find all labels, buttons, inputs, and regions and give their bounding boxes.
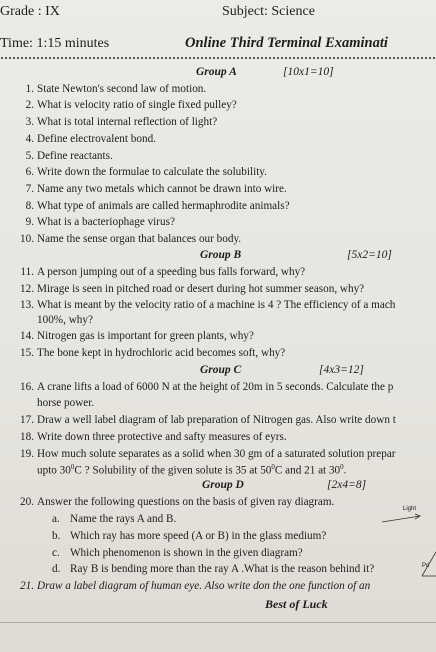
question-number: 6. (25, 166, 34, 178)
q19-part-a: upto 30 (37, 464, 71, 477)
question-12 (0, 283, 364, 296)
group-d-marks: [2x4=8] (327, 479, 367, 491)
question-14 (0, 330, 254, 343)
question-number: 10. (20, 233, 34, 245)
question-17 (0, 414, 396, 427)
question-number: 12. (20, 283, 34, 295)
subquestion-text: Ray B is bending more than the ray A .What is the reason behind it? (70, 563, 375, 575)
question-11 (0, 266, 305, 279)
subquestion-text: Name the rays A and B. (70, 513, 177, 525)
question-text: Draw a label diagram of human eye. Also write don the one function of an (37, 580, 371, 592)
question-number: 13. (20, 299, 34, 311)
subject-label: Subject: Science (222, 4, 315, 19)
question-3 (0, 116, 217, 129)
subquestion-d (52, 563, 374, 575)
group-b-marks: [5x2=10] (347, 249, 392, 261)
light-label: Light (403, 506, 417, 512)
question-7 (0, 183, 287, 196)
light-ray-arrow (380, 510, 436, 526)
question-number: 20. (20, 496, 34, 508)
question-number: 17. (20, 414, 34, 426)
question-13 (0, 299, 395, 312)
question-text: State Newton's second law of motion. (37, 83, 207, 95)
grade-label: Grade : IX (0, 4, 60, 19)
question-number: 3. (25, 116, 34, 128)
group-a-marks: [10x1=10] (283, 66, 334, 78)
question-8 (0, 200, 290, 213)
subquestion-text: Which ray has more speed (A or B) in the glass medium? (70, 530, 327, 542)
question-text: How much solute separates as a solid when 30 gm of a saturated solution prepar (37, 448, 396, 460)
question-number: 15. (20, 347, 34, 359)
question-9 (0, 216, 175, 229)
question-number: 21. (20, 580, 34, 592)
question-16-continuation: horse power. (37, 397, 95, 409)
degree-sup: 0 (271, 463, 275, 471)
question-15 (0, 347, 285, 360)
question-1 (0, 83, 206, 96)
degree-sup: 0 (70, 463, 75, 471)
question-text: The bone kept in hydrochloric acid becomes soft, why? (37, 347, 286, 359)
question-text: What is meant by the velocity ratio of a machine is 4 ? The efficiency of a mach (37, 299, 396, 311)
subquestion-number: d. (52, 563, 61, 575)
question-text: What is total internal reflection of light? (37, 116, 218, 128)
question-18 (0, 431, 287, 444)
question-number: 1. (25, 83, 34, 95)
bottom-edge-line (0, 622, 436, 623)
question-number: 5. (25, 150, 34, 162)
exam-title: Online Third Terminal Examinati (185, 35, 388, 51)
subquestion-text: Which phenomenon is shown in the given diagram? (70, 547, 303, 559)
question-number: 16. (20, 381, 34, 393)
question-text: What is a bacteriophage virus? (37, 216, 175, 228)
question-16 (0, 381, 393, 394)
question-19-continuation (37, 463, 346, 477)
question-text: Name the sense organ that balances our body. (37, 233, 242, 245)
degree-sup: 0 (340, 463, 344, 471)
question-2 (0, 99, 237, 112)
question-number: 11. (20, 266, 34, 278)
group-c-title: Group C (200, 364, 242, 376)
question-10 (0, 233, 241, 246)
subquestion-c (52, 547, 303, 559)
subquestion-number: c. (52, 547, 60, 559)
question-number: 9. (25, 216, 34, 228)
footer-best-of-luck: Best of Luck (265, 597, 328, 611)
question-text: Mirage is seen in pitched road or desert during hot summer season, why? (37, 283, 365, 295)
question-13-continuation: 100%, why? (37, 314, 93, 326)
question-number: 2. (25, 99, 34, 111)
subquestion-a (52, 513, 176, 525)
q19-part-c: C and 21 at 30 (274, 464, 341, 477)
question-5 (0, 150, 113, 163)
question-text: Answer the following questions on the basis of given ray diagram. (37, 496, 335, 508)
q19-part-b: C ? Solubility of the given solute is 35 at 50 (74, 464, 272, 477)
question-text: Define electrovalent bond. (37, 133, 156, 145)
group-a-title: Group A (196, 66, 237, 78)
question-text: Draw a well label diagram of lab preparation of Nitrogen gas. Also write down t (37, 414, 396, 426)
dotted-divider (0, 57, 436, 59)
question-text: Write down three protective and safty measures of eyrs. (37, 431, 287, 443)
subquestion-b (52, 530, 326, 542)
subquestion-number: b. (52, 530, 61, 542)
prism-label: Pri (422, 563, 430, 569)
question-number: 19. (20, 448, 34, 460)
question-text: What type of animals are called hermaphrodite animals? (37, 200, 290, 212)
question-number: 7. (25, 183, 34, 195)
q19-end: . (343, 464, 347, 477)
group-c-marks: [4x3=12] (319, 364, 364, 376)
question-6 (0, 166, 267, 179)
subquestion-number: a. (52, 513, 60, 525)
group-d-title: Group D (202, 479, 244, 491)
question-text: Name any two metals which cannot be drawn into wire. (37, 183, 287, 195)
question-number: 4. (25, 133, 34, 145)
question-4 (0, 133, 156, 146)
question-text: Define reactants. (37, 150, 113, 162)
question-number: 8. (25, 200, 34, 212)
question-number: 18. (20, 431, 34, 443)
question-text: What is velocity ratio of single fixed pulley? (37, 99, 237, 111)
question-20 (0, 496, 334, 509)
question-text: A person jumping out of a speeding bus falls forward, why? (37, 266, 306, 278)
question-19 (0, 448, 396, 461)
group-b-title: Group B (200, 249, 242, 261)
time-label: Time: 1:15 minutes (0, 36, 110, 51)
question-number: 14. (20, 330, 34, 342)
question-21 (0, 580, 370, 593)
question-text: Write down the formulae to calculate the solubility. (37, 166, 267, 178)
question-text: A crane lifts a load of 6000 N at the height of 20m in 5 seconds. Calculate the p (37, 381, 394, 393)
question-text: Nitrogen gas is important for green plants, why? (37, 330, 254, 342)
